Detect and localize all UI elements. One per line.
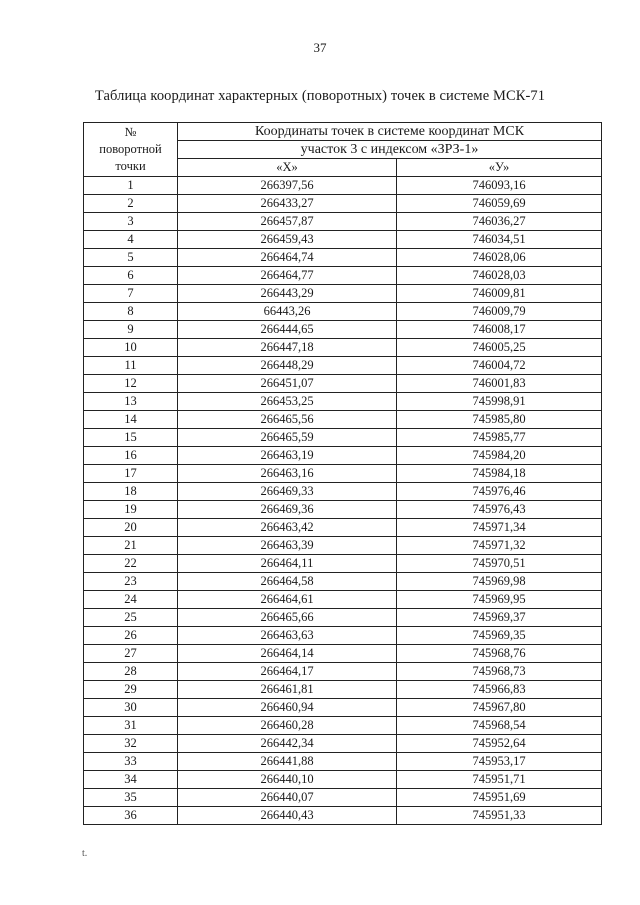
cell-y: 745971,34 [397,519,602,537]
table-row [84,699,602,717]
cell-y: 745953,17 [397,753,602,771]
cell-x: 266459,43 [178,231,397,249]
cell-x: 266440,07 [178,789,397,807]
cell-x: 266464,14 [178,645,397,663]
header-num-line: точки [115,159,146,173]
table-row [84,663,602,681]
cell-x: 266463,19 [178,447,397,465]
cell-point-number: 6 [84,267,178,285]
table-row [84,303,602,321]
cell-point-number: 33 [84,753,178,771]
cell-point-number: 4 [84,231,178,249]
cell-x: 266465,56 [178,411,397,429]
cell-point-number: 27 [84,645,178,663]
cell-x: 266444,65 [178,321,397,339]
cell-point-number: 5 [84,249,178,267]
table-row [84,735,602,753]
cell-point-number: 31 [84,717,178,735]
cell-y: 745968,54 [397,717,602,735]
cell-point-number: 29 [84,681,178,699]
cell-x: 266463,42 [178,519,397,537]
cell-y: 746034,51 [397,231,602,249]
cell-point-number: 9 [84,321,178,339]
table-row [84,681,602,699]
cell-y: 745969,37 [397,609,602,627]
table-row [84,753,602,771]
table-row [84,321,602,339]
table-row [84,375,602,393]
cell-y: 746009,81 [397,285,602,303]
cell-x: 266464,58 [178,573,397,591]
header-plot-index: участок 3 с индексом «ЗРЗ-1» [178,141,602,159]
cell-y: 746009,79 [397,303,602,321]
cell-x: 266461,81 [178,681,397,699]
table-row [84,501,602,519]
header-col-x: «X» [178,159,397,177]
header-coordinates: Координаты точек в системе координат МСК [178,123,602,141]
cell-point-number: 18 [84,483,178,501]
cell-point-number: 11 [84,357,178,375]
cell-y: 745968,73 [397,663,602,681]
cell-y: 745969,35 [397,627,602,645]
header-num-line: поворотной [99,142,162,156]
cell-y: 745984,20 [397,447,602,465]
cell-point-number: 20 [84,519,178,537]
cell-x: 266469,36 [178,501,397,519]
cell-point-number: 16 [84,447,178,465]
cell-y: 746008,17 [397,321,602,339]
cell-y: 745976,43 [397,501,602,519]
header-point-number [84,123,178,177]
table-row [84,537,602,555]
cell-y: 746093,16 [397,177,602,195]
cell-x: 266448,29 [178,357,397,375]
cell-point-number: 8 [84,303,178,321]
table-row [84,609,602,627]
cell-x: 266464,61 [178,591,397,609]
header-num-line: № [124,125,137,139]
cell-y: 746028,06 [397,249,602,267]
coordinates-table [83,122,602,825]
cell-y: 745971,32 [397,537,602,555]
table-row [84,339,602,357]
page-number: 37 [313,40,327,55]
cell-y: 746036,27 [397,213,602,231]
table-row [84,177,602,195]
cell-y: 745985,80 [397,411,602,429]
cell-y: 745985,77 [397,429,602,447]
table-row [84,519,602,537]
table-body [84,177,602,825]
cell-y: 746059,69 [397,195,602,213]
cell-x: 266465,66 [178,609,397,627]
cell-point-number: 22 [84,555,178,573]
cell-y: 746005,25 [397,339,602,357]
table-row [84,591,602,609]
cell-point-number: 26 [84,627,178,645]
table-row [84,483,602,501]
table-row [84,789,602,807]
cell-y: 745969,98 [397,573,602,591]
cell-x: 266433,27 [178,195,397,213]
table-row [84,645,602,663]
cell-point-number: 28 [84,663,178,681]
table-row [84,411,602,429]
cell-x: 266463,63 [178,627,397,645]
cell-point-number: 10 [84,339,178,357]
cell-x: 266440,43 [178,807,397,825]
table-row [84,429,602,447]
table-row [84,627,602,645]
cell-x: 266397,56 [178,177,397,195]
cell-x: 266464,11 [178,555,397,573]
cell-y: 745952,64 [397,735,602,753]
cell-point-number: 7 [84,285,178,303]
cell-y: 745984,18 [397,465,602,483]
cell-y: 746028,03 [397,267,602,285]
cell-y: 745967,80 [397,699,602,717]
table-row [84,357,602,375]
table-row [84,717,602,735]
cell-point-number: 32 [84,735,178,753]
cell-y: 745969,95 [397,591,602,609]
cell-point-number: 14 [84,411,178,429]
cell-y: 745976,46 [397,483,602,501]
cell-y: 745951,33 [397,807,602,825]
cell-point-number: 1 [84,177,178,195]
table-row [84,807,602,825]
cell-x: 266465,59 [178,429,397,447]
cell-x: 266464,17 [178,663,397,681]
cell-x: 266463,39 [178,537,397,555]
cell-point-number: 19 [84,501,178,519]
cell-x: 266453,25 [178,393,397,411]
cell-point-number: 30 [84,699,178,717]
cell-x: 266469,33 [178,483,397,501]
cell-point-number: 25 [84,609,178,627]
table-row [84,231,602,249]
cell-y: 745970,51 [397,555,602,573]
cell-point-number: 35 [84,789,178,807]
table-row [84,267,602,285]
cell-y: 746001,83 [397,375,602,393]
cell-x: 266460,94 [178,699,397,717]
cell-point-number: 34 [84,771,178,789]
cell-x: 266464,77 [178,267,397,285]
cell-point-number: 15 [84,429,178,447]
table-row [84,249,602,267]
cell-x: 266451,07 [178,375,397,393]
document-title: Таблица координат характерных (поворотных) точек в системе МСК-71 [94,88,546,104]
table-row [84,213,602,231]
cell-x: 266464,74 [178,249,397,267]
cell-point-number: 13 [84,393,178,411]
cell-point-number: 23 [84,573,178,591]
cell-x: 66443,26 [178,303,397,321]
table-row [84,465,602,483]
table-row [84,573,602,591]
cell-point-number: 2 [84,195,178,213]
cell-y: 745951,71 [397,771,602,789]
cell-y: 746004,72 [397,357,602,375]
cell-x: 266442,34 [178,735,397,753]
cell-y: 745966,83 [397,681,602,699]
table-row [84,195,602,213]
cell-y: 745998,91 [397,393,602,411]
cell-x: 266460,28 [178,717,397,735]
cell-point-number: 24 [84,591,178,609]
table-row [84,393,602,411]
cell-x: 266443,29 [178,285,397,303]
cell-x: 266447,18 [178,339,397,357]
cell-x: 266440,10 [178,771,397,789]
cell-x: 266457,87 [178,213,397,231]
cell-point-number: 12 [84,375,178,393]
cell-y: 745968,76 [397,645,602,663]
cell-y: 745951,69 [397,789,602,807]
scan-mark: t. [82,848,88,859]
table-row [84,555,602,573]
cell-point-number: 17 [84,465,178,483]
cell-x: 266441,88 [178,753,397,771]
header-col-y: «У» [397,159,602,177]
cell-x: 266463,16 [178,465,397,483]
table-row [84,285,602,303]
cell-point-number: 3 [84,213,178,231]
cell-point-number: 36 [84,807,178,825]
cell-point-number: 21 [84,537,178,555]
table-row [84,771,602,789]
table-row [84,447,602,465]
